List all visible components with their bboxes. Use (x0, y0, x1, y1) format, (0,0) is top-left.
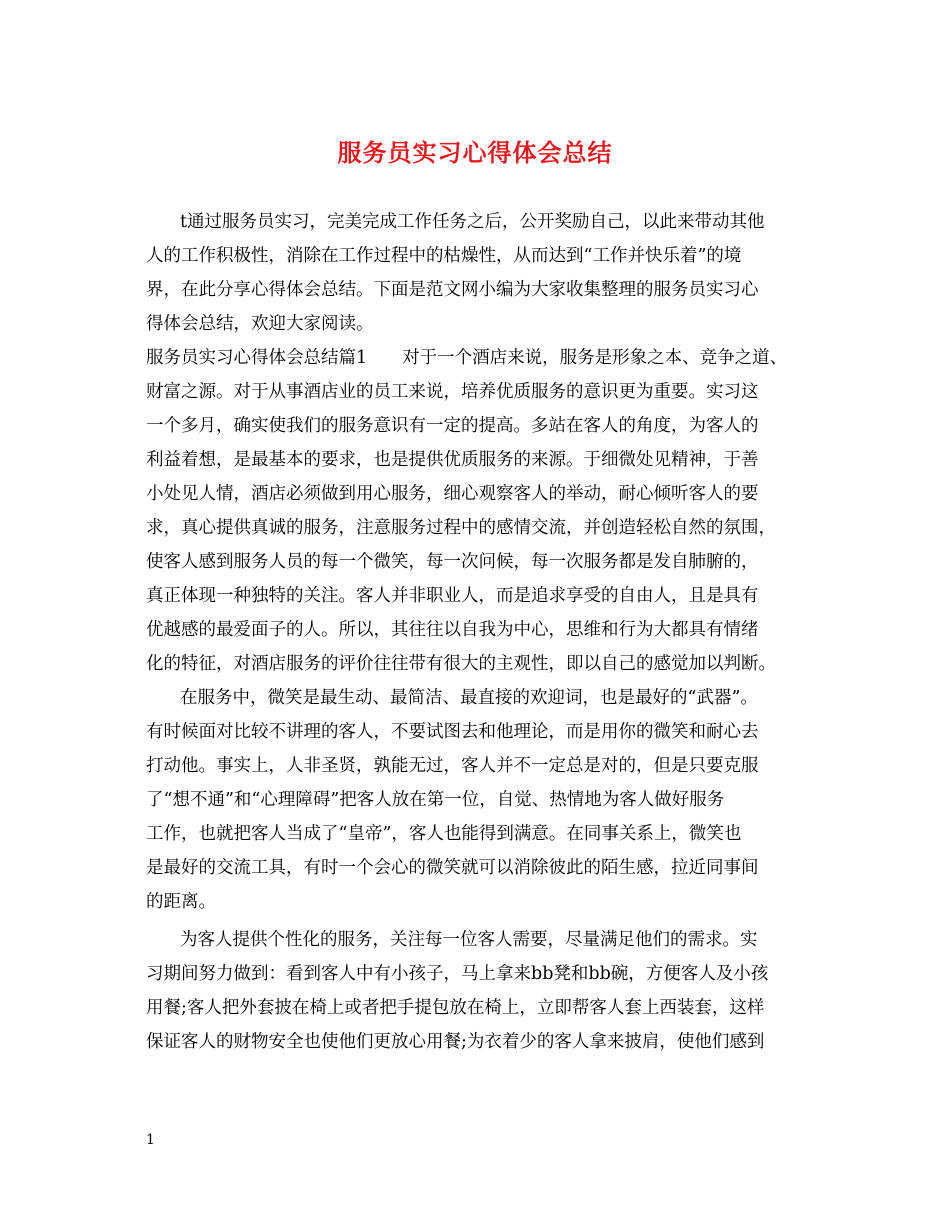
paragraph-line: 化的特征，对酒店服务的评价往往带有很大的主观性，即以自己的感觉加以判断。 (146, 654, 776, 674)
paragraph-line: 使客人感到服务人员的每一个微笑，每一次问候，每一次服务都是发自肺腑的， (146, 552, 759, 572)
paragraph-line: 真正体现一种独特的关注。客人并非职业人，而是追求享受的自由人，且是具有 (146, 586, 759, 606)
paragraph-line: 一个多月，确实使我们的服务意识有一定的提高。多站在客人的角度，为客人的 (146, 416, 759, 436)
paragraph-line: 为客人提供个性化的服务，关注每一位客人需要，尽量满足他们的需求。实 (180, 930, 758, 950)
paragraph-line: 工作，也就把客人当成了“皇帝”，客人也能得到满意。在同事关系上，微笑也 (146, 824, 742, 844)
paragraph-line: 得体会总结，欢迎大家阅读。 (146, 314, 374, 334)
paragraph-line: 的距离。 (146, 892, 216, 912)
paragraph-line: 界，在此分享心得体会总结。下面是范文网小编为大家收集整理的服务员实习心 (146, 280, 759, 300)
paragraph-line: 打动他。事实上，人非圣贤，孰能无过，客人并不一定总是对的，但是只要克服 (146, 756, 759, 776)
paragraph-line: 了“想不通”和“心理障碍”把客人放在第一位，自觉、热情地为客人做好服务 (146, 790, 725, 810)
paragraph-line: 是最好的交流工具，有时一个会心的微笑就可以消除彼此的陌生感，拉近同事间 (146, 858, 759, 878)
page-number: 1 (146, 1132, 155, 1148)
paragraph-line: t通过服务员实习，完美完成工作任务之后，公开奖励自己，以此来带动其他 (180, 212, 765, 232)
paragraph-line: 利益着想，是最基本的要求，也是提供优质服务的来源。于细微处见精神，于善 (146, 450, 759, 470)
paragraph-line: 小处见人情，酒店必须做到用心服务，细心观察客人的举动，耐心倾听客人的要 (146, 484, 759, 504)
paragraph-line: 服务员实习心得体会总结篇1 对于一个酒店来说，服务是形象之本、竞争之道、 (146, 348, 788, 368)
paragraph-line: 在服务中，微笑是最生动、最简洁、最直接的欢迎词，也是最好的“武器”。 (180, 688, 758, 708)
paragraph-line: 人的工作积极性，消除在工作过程中的枯燥性，从而达到“工作并快乐着”的境 (146, 246, 742, 266)
paragraph-line: 保证客人的财物安全也使他们更放心用餐;为衣着少的客人拿来披肩，使他们感到 (146, 1032, 765, 1052)
paragraph-line: 优越感的最爱面子的人。所以，其往往以自我为中心，思维和行为大都具有情绪 (146, 620, 759, 640)
paragraph-line: 求，真心提供真诚的服务，注意服务过程中的感情交流，并创造轻松自然的氛围， (146, 518, 776, 538)
document-title: 服务员实习心得体会总结 (337, 138, 613, 167)
paragraph-line: 财富之源。对于从事酒店业的员工来说，培养优质服务的意识更为重要。实习这 (146, 382, 759, 402)
paragraph-line: 习期间努力做到：看到客人中有小孩子，马上拿来bb凳和bb碗，方便客人及小孩 (146, 964, 769, 984)
paragraph-line: 用餐;客人把外套披在椅上或者把手提包放在椅上，立即帮客人套上西装套，这样 (146, 998, 765, 1018)
paragraph-line: 有时候面对比较不讲理的客人，不要试图去和他理论，而是用你的微笑和耐心去 (146, 722, 759, 742)
